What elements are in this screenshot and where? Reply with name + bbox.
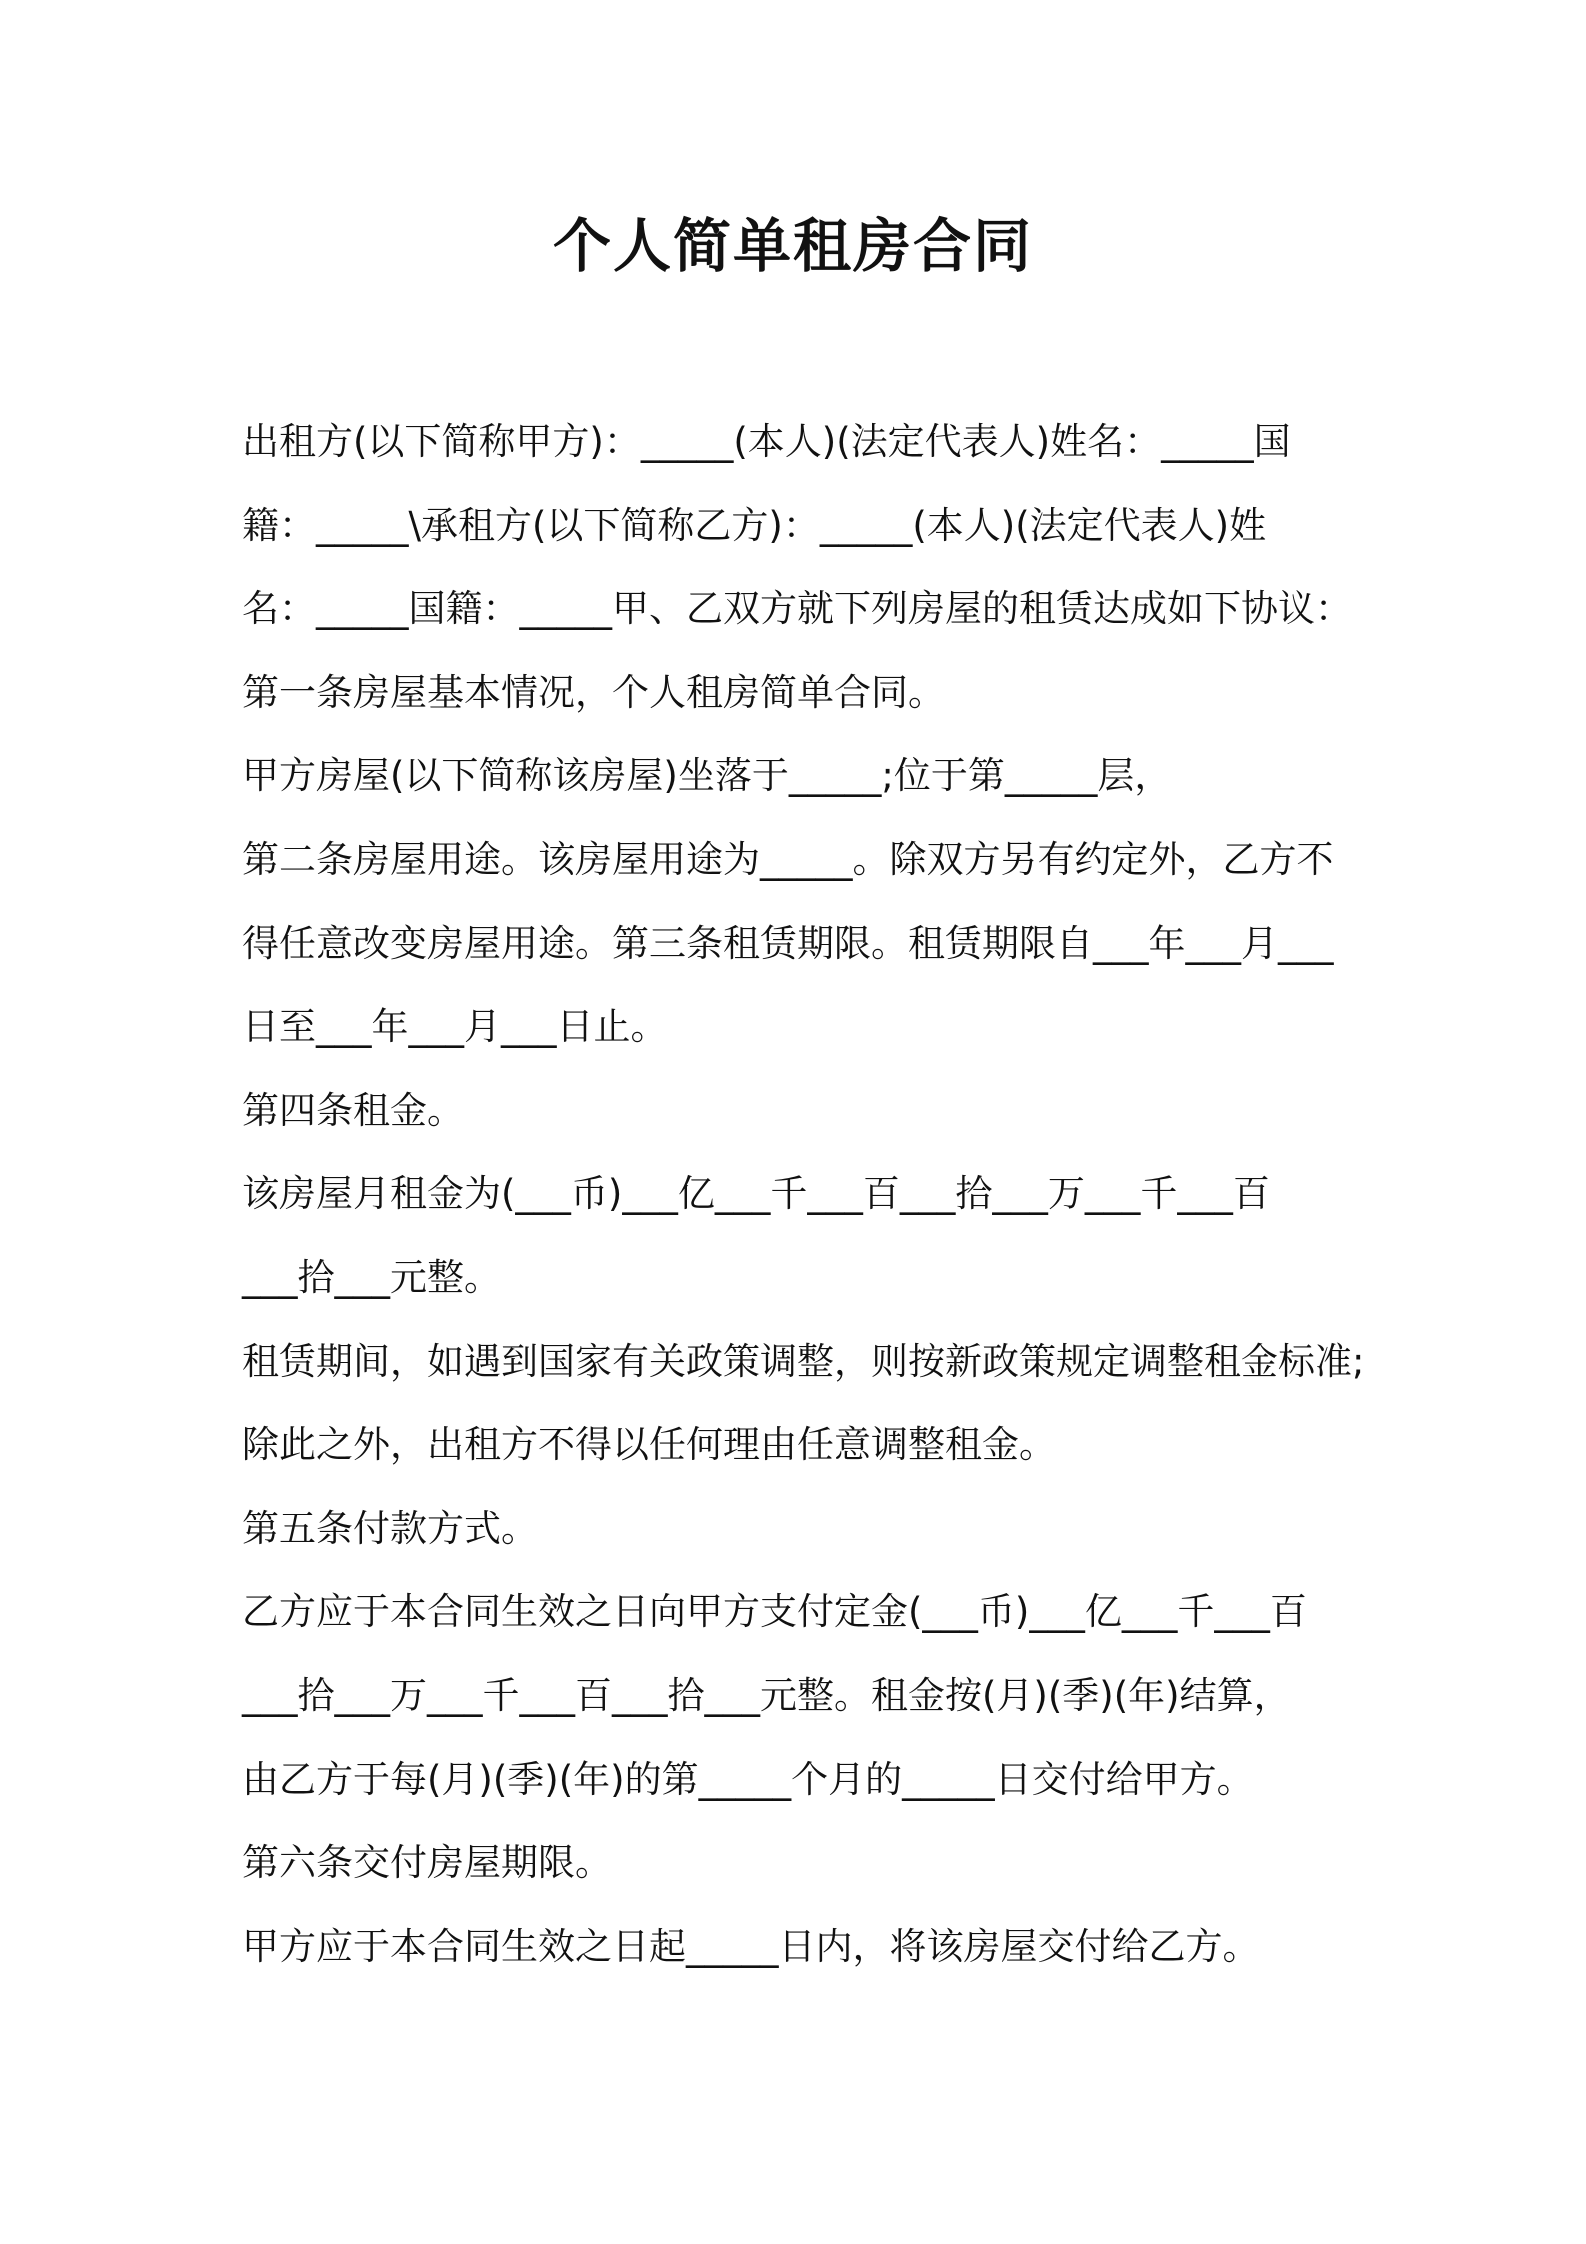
text-line: 得任意改变房屋用途。第三条租赁期限。租赁期限自___年___月___ — [242, 921, 1334, 965]
text-line: 第一条房屋基本情况，个人租房简单合同。 — [242, 670, 945, 714]
text-line: 日至___年___月___日止。 — [242, 1005, 668, 1049]
text-line: 由乙方于每(月)(季)(年)的第_____个月的_____日交付给甲方。 — [242, 1757, 1254, 1801]
text-line: 甲方应于本合同生效之日起_____日内，将该房屋交付给乙方。 — [242, 1924, 1260, 1968]
text-line: 籍：_____\承租方(以下简称乙方)：_____(本人)(法定代表人)姓 — [242, 503, 1267, 547]
text-line: ___拾___元整。 — [242, 1255, 501, 1299]
text-line: 第四条租金。 — [242, 1088, 464, 1132]
text-line: 该房屋月租金为(___币)___亿___千___百___拾___万___千___百 — [242, 1172, 1270, 1216]
text-line: 名：_____国籍：_____甲、乙双方就下列房屋的租赁达成如下协议： — [242, 587, 1352, 631]
text-line: 出租方(以下简称甲方)：_____(本人)(法定代表人)姓名：_____国 — [242, 420, 1291, 463]
text-line: 甲方房屋(以下简称该房屋)坐落于_____;位于第_____层， — [242, 754, 1172, 798]
text-line: 第二条房屋用途。该房屋用途为_____。除双方另有约定外，乙方不 — [242, 837, 1334, 881]
text-line: 第六条交付房屋期限。 — [242, 1841, 612, 1885]
text-line: 除此之外，出租方不得以任何理由任意调整租金。 — [242, 1423, 1056, 1467]
text-line: 第五条付款方式。 — [242, 1506, 538, 1550]
text-line: 乙方应于本合同生效之日向甲方支付定金(___币)___亿___千___百 — [242, 1590, 1307, 1634]
text-line: 租赁期间，如遇到国家有关政策调整，则按新政策规定调整租金标准; — [242, 1339, 1365, 1383]
document-body — [242, 400, 1382, 1988]
text-line: ___拾___万___千___百___拾___元整。租金按(月)(季)(年)结算， — [242, 1673, 1291, 1717]
document-title: 个人简单租房合同 — [552, 212, 1033, 280]
